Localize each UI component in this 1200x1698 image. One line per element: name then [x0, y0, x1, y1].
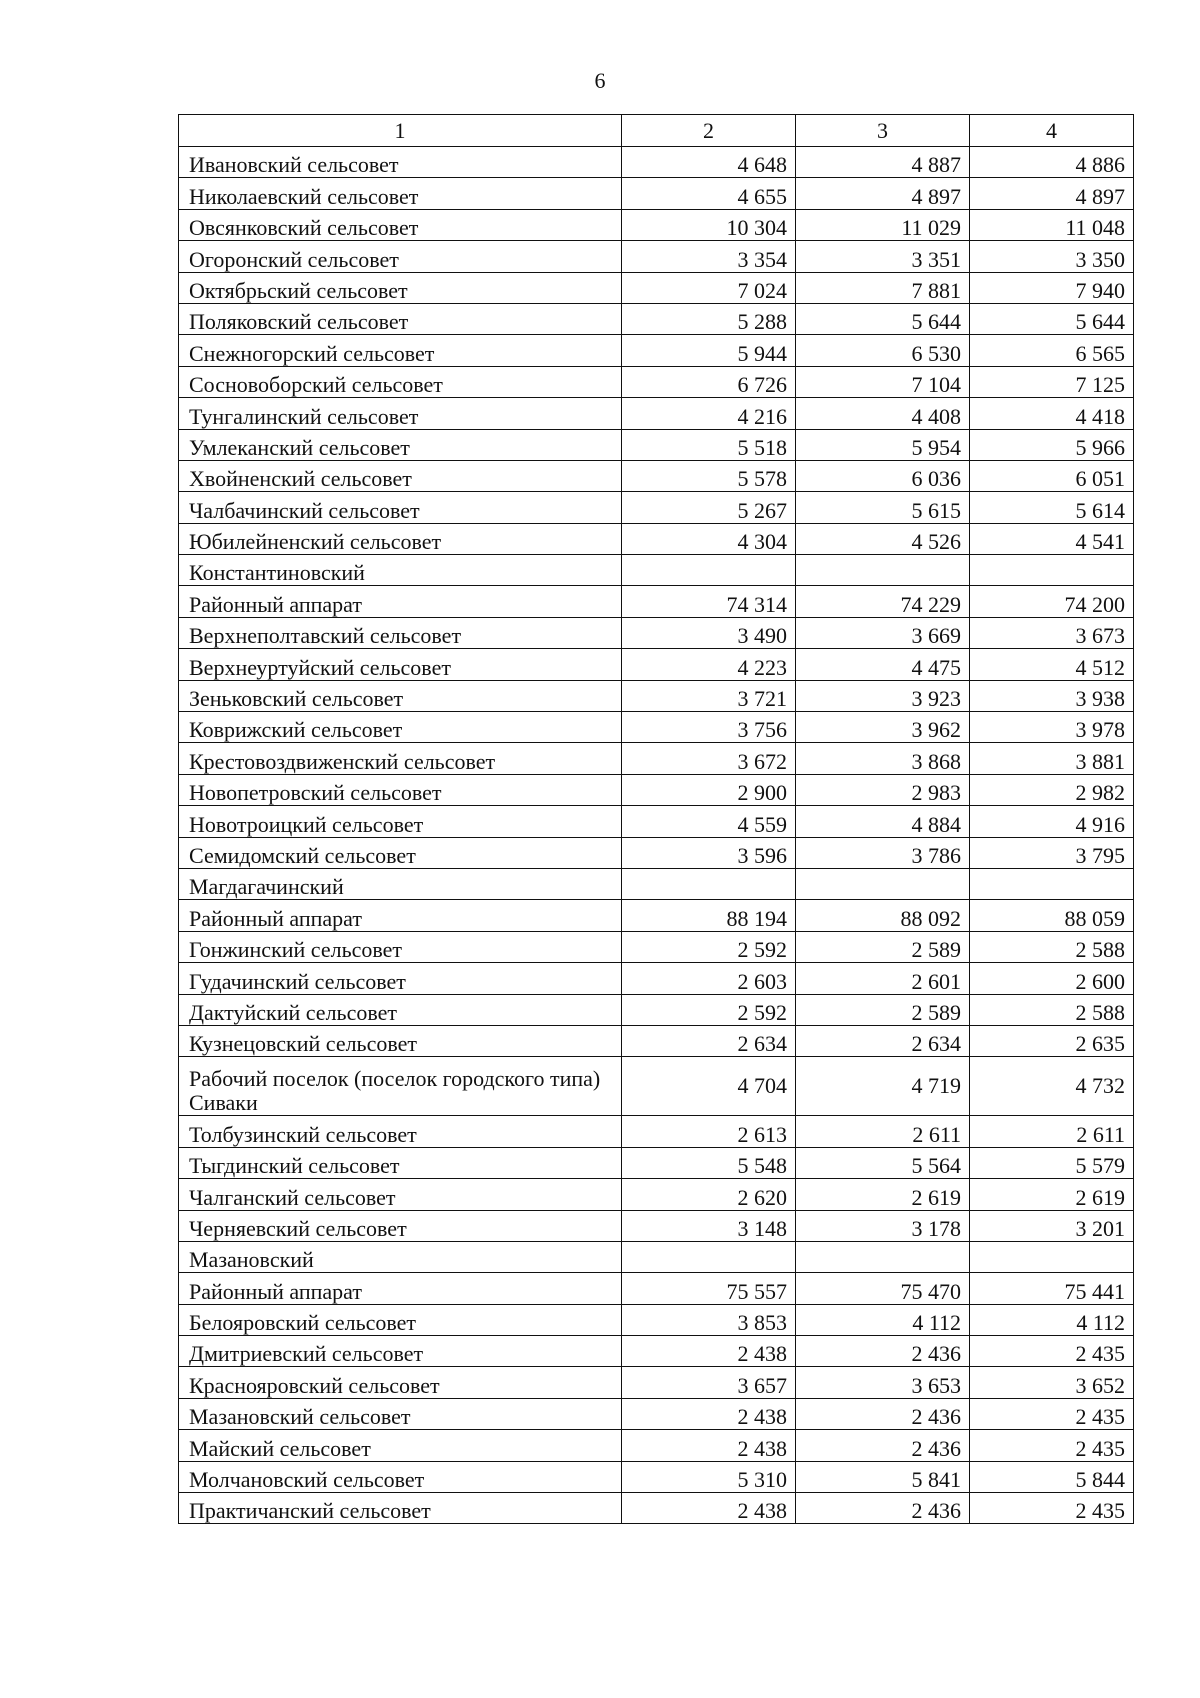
row-name-cell: Дактуйский сельсовет: [179, 994, 622, 1025]
row-value-col4-cell: 2 435: [970, 1493, 1134, 1524]
row-value-col2-cell: 2 613: [622, 1116, 796, 1147]
row-value-col3-cell: 3 178: [796, 1210, 970, 1241]
row-value-col3-cell: 3 653: [796, 1367, 970, 1398]
row-value-col2-cell: [622, 1241, 796, 1272]
table-row: [179, 1057, 1134, 1116]
column-header-2: 2: [622, 115, 796, 147]
header-row: [179, 115, 1134, 147]
row-name-cell: Верхнеуртуйский сельсовет: [179, 649, 622, 680]
table-row: [179, 1304, 1134, 1335]
row-value-col2-cell: 2 900: [622, 774, 796, 805]
table-row: [179, 743, 1134, 774]
row-name-cell: Кузнецовский сельсовет: [179, 1025, 622, 1056]
row-value-col3-cell: 2 436: [796, 1336, 970, 1367]
row-value-col2-cell: 5 267: [622, 492, 796, 523]
row-value-col3-cell: 3 868: [796, 743, 970, 774]
row-value-col4-cell: 5 644: [970, 303, 1134, 334]
row-value-col4-cell: 11 048: [970, 209, 1134, 240]
row-value-col3-cell: 5 644: [796, 303, 970, 334]
row-value-col3-cell: 2 619: [796, 1179, 970, 1210]
row-value-col4-cell: [970, 868, 1134, 899]
row-name-cell: Районный аппарат: [179, 586, 622, 617]
table-row: [179, 366, 1134, 397]
table-row: [179, 649, 1134, 680]
row-value-col3-cell: 2 436: [796, 1398, 970, 1429]
row-name-cell: Новопетровский сельсовет: [179, 774, 622, 805]
row-name-cell: Молчановский сельсовет: [179, 1461, 622, 1492]
row-name-cell: Новотроицкий сельсовет: [179, 806, 622, 837]
row-name-cell: Чалганский сельсовет: [179, 1179, 622, 1210]
row-name-cell: Черняевский сельсовет: [179, 1210, 622, 1241]
row-value-col2-cell: 3 756: [622, 712, 796, 743]
row-value-col3-cell: 2 611: [796, 1116, 970, 1147]
row-value-col4-cell: [970, 555, 1134, 586]
table-row: [179, 147, 1134, 178]
row-value-col4-cell: 4 112: [970, 1304, 1134, 1335]
row-value-col2-cell: 4 216: [622, 398, 796, 429]
row-value-col2-cell: 4 648: [622, 147, 796, 178]
row-name-cell: Майский сельсовет: [179, 1430, 622, 1461]
table-row: [179, 1025, 1134, 1056]
row-value-col3-cell: 2 589: [796, 994, 970, 1025]
table-row: [179, 272, 1134, 303]
row-name-cell: Снежногорский сельсовет: [179, 335, 622, 366]
table-row: [179, 1398, 1134, 1429]
row-value-col2-cell: 3 148: [622, 1210, 796, 1241]
row-value-col2-cell: 2 438: [622, 1336, 796, 1367]
row-name-cell: Рабочий поселок (поселок городского типа) Сиваки: [179, 1057, 622, 1116]
row-value-col2-cell: 4 223: [622, 649, 796, 680]
row-value-col3-cell: 88 092: [796, 900, 970, 931]
row-value-col2-cell: 10 304: [622, 209, 796, 240]
row-value-col2-cell: 2 438: [622, 1398, 796, 1429]
row-value-col4-cell: 5 579: [970, 1147, 1134, 1178]
row-name-cell: Верхнеполтавский сельсовет: [179, 617, 622, 648]
table-row: [179, 1179, 1134, 1210]
row-value-col2-cell: 3 853: [622, 1304, 796, 1335]
row-value-col3-cell: 6 036: [796, 460, 970, 491]
row-value-col4-cell: 2 600: [970, 963, 1134, 994]
row-value-col4-cell: 3 673: [970, 617, 1134, 648]
row-name-cell: Октябрьский сельсовет: [179, 272, 622, 303]
row-value-col3-cell: 3 962: [796, 712, 970, 743]
table-row: [179, 429, 1134, 460]
row-value-col4-cell: 2 619: [970, 1179, 1134, 1210]
row-value-col4-cell: 2 982: [970, 774, 1134, 805]
row-value-col3-cell: 4 884: [796, 806, 970, 837]
row-value-col2-cell: 74 314: [622, 586, 796, 617]
row-value-col3-cell: 2 589: [796, 931, 970, 962]
table-row: [179, 1147, 1134, 1178]
table-row: [179, 1367, 1134, 1398]
row-value-col2-cell: 75 557: [622, 1273, 796, 1304]
row-value-col4-cell: 6 565: [970, 335, 1134, 366]
row-value-col4-cell: 6 051: [970, 460, 1134, 491]
row-value-col2-cell: [622, 868, 796, 899]
row-value-col2-cell: 4 655: [622, 178, 796, 209]
row-value-col4-cell: 3 350: [970, 241, 1134, 272]
table-row: [179, 868, 1134, 899]
row-value-col2-cell: 3 721: [622, 680, 796, 711]
row-value-col3-cell: [796, 868, 970, 899]
row-value-col4-cell: 4 916: [970, 806, 1134, 837]
table-row: [179, 209, 1134, 240]
row-value-col4-cell: 4 512: [970, 649, 1134, 680]
row-name-cell: Ивановский сельсовет: [179, 147, 622, 178]
row-name-cell: Зеньковский сельсовет: [179, 680, 622, 711]
row-value-col3-cell: 3 786: [796, 837, 970, 868]
row-name-cell: Тунгалинский сельсовет: [179, 398, 622, 429]
table-body: [179, 147, 1134, 1524]
row-value-col4-cell: 2 588: [970, 994, 1134, 1025]
row-value-col2-cell: 7 024: [622, 272, 796, 303]
row-value-col2-cell: 2 620: [622, 1179, 796, 1210]
row-name-cell: Огоронский сельсовет: [179, 241, 622, 272]
table-row: [179, 931, 1134, 962]
row-value-col3-cell: 4 887: [796, 147, 970, 178]
row-name-cell: Николаевский сельсовет: [179, 178, 622, 209]
row-value-col2-cell: 5 578: [622, 460, 796, 491]
row-value-col3-cell: 5 564: [796, 1147, 970, 1178]
row-value-col3-cell: 7 104: [796, 366, 970, 397]
row-name-cell: Тыгдинский сельсовет: [179, 1147, 622, 1178]
row-value-col4-cell: 4 418: [970, 398, 1134, 429]
row-name-cell: Овсянковский сельсовет: [179, 209, 622, 240]
row-value-col4-cell: 3 978: [970, 712, 1134, 743]
page-number: 6: [594, 68, 606, 93]
row-value-col2-cell: 3 672: [622, 743, 796, 774]
row-value-col3-cell: 4 112: [796, 1304, 970, 1335]
column-header-3: 3: [796, 115, 970, 147]
row-value-col2-cell: 2 592: [622, 931, 796, 962]
table-row: [179, 774, 1134, 805]
row-name-cell: Районный аппарат: [179, 1273, 622, 1304]
row-name-cell: Поляковский сельсовет: [179, 303, 622, 334]
row-value-col4-cell: 4 886: [970, 147, 1134, 178]
data-table: [178, 114, 1134, 1524]
row-name-cell: Краснояровский сельсовет: [179, 1367, 622, 1398]
column-header-4: 4: [970, 115, 1134, 147]
row-value-col4-cell: 5 966: [970, 429, 1134, 460]
table-row: [179, 303, 1134, 334]
row-value-col2-cell: 3 657: [622, 1367, 796, 1398]
row-value-col2-cell: 3 354: [622, 241, 796, 272]
table-row: [179, 1493, 1134, 1524]
row-name-cell: Умлеканский сельсовет: [179, 429, 622, 460]
row-name-cell: Гудачинский сельсовет: [179, 963, 622, 994]
table-row: [179, 1336, 1134, 1367]
table-row: [179, 1116, 1134, 1147]
row-value-col3-cell: 3 669: [796, 617, 970, 648]
row-value-col3-cell: 5 954: [796, 429, 970, 460]
row-value-col4-cell: 2 635: [970, 1025, 1134, 1056]
row-value-col4-cell: 2 588: [970, 931, 1134, 962]
table-row: [179, 900, 1134, 931]
row-value-col4-cell: 5 844: [970, 1461, 1134, 1492]
row-value-col4-cell: 3 201: [970, 1210, 1134, 1241]
row-value-col3-cell: 2 983: [796, 774, 970, 805]
row-value-col3-cell: 11 029: [796, 209, 970, 240]
table-row: [179, 335, 1134, 366]
row-value-col2-cell: 6 726: [622, 366, 796, 397]
row-value-col3-cell: 2 436: [796, 1430, 970, 1461]
row-value-col3-cell: [796, 1241, 970, 1272]
row-name-cell: Крестовоздвиженский сельсовет: [179, 743, 622, 774]
row-value-col4-cell: 7 940: [970, 272, 1134, 303]
row-value-col4-cell: 5 614: [970, 492, 1134, 523]
row-value-col2-cell: 5 288: [622, 303, 796, 334]
row-value-col4-cell: 2 611: [970, 1116, 1134, 1147]
table-row: [179, 617, 1134, 648]
row-value-col3-cell: 5 841: [796, 1461, 970, 1492]
table-header: [179, 115, 1134, 147]
row-value-col3-cell: 3 351: [796, 241, 970, 272]
row-value-col4-cell: 2 435: [970, 1336, 1134, 1367]
table-row: [179, 241, 1134, 272]
row-value-col2-cell: 2 438: [622, 1493, 796, 1524]
row-value-col4-cell: 3 795: [970, 837, 1134, 868]
row-value-col4-cell: 7 125: [970, 366, 1134, 397]
row-value-col3-cell: 7 881: [796, 272, 970, 303]
row-value-col3-cell: 2 601: [796, 963, 970, 994]
row-value-col2-cell: 3 596: [622, 837, 796, 868]
row-name-cell: Семидомский сельсовет: [179, 837, 622, 868]
row-name-cell: Мазановский сельсовет: [179, 1398, 622, 1429]
row-value-col3-cell: 4 526: [796, 523, 970, 554]
table-row: [179, 712, 1134, 743]
row-name-cell: Белояровский сельсовет: [179, 1304, 622, 1335]
row-value-col4-cell: 75 441: [970, 1273, 1134, 1304]
row-value-col4-cell: 3 938: [970, 680, 1134, 711]
row-value-col2-cell: 4 304: [622, 523, 796, 554]
table-row: [179, 1461, 1134, 1492]
row-value-col4-cell: 88 059: [970, 900, 1134, 931]
row-value-col3-cell: 4 719: [796, 1057, 970, 1116]
row-value-col3-cell: 4 408: [796, 398, 970, 429]
row-value-col2-cell: 5 548: [622, 1147, 796, 1178]
row-name-cell: Хвойненский сельсовет: [179, 460, 622, 491]
row-value-col2-cell: 2 603: [622, 963, 796, 994]
row-value-col2-cell: 4 704: [622, 1057, 796, 1116]
row-value-col2-cell: 5 310: [622, 1461, 796, 1492]
row-value-col2-cell: 4 559: [622, 806, 796, 837]
table-row: [179, 1241, 1134, 1272]
table-row: [179, 178, 1134, 209]
row-value-col3-cell: 2 634: [796, 1025, 970, 1056]
row-value-col3-cell: 3 923: [796, 680, 970, 711]
row-name-cell: Районный аппарат: [179, 900, 622, 931]
row-name-cell: Практичанский сельсовет: [179, 1493, 622, 1524]
row-value-col3-cell: 74 229: [796, 586, 970, 617]
row-value-col2-cell: 2 634: [622, 1025, 796, 1056]
row-value-col2-cell: 5 944: [622, 335, 796, 366]
table-row: [179, 837, 1134, 868]
table-row: [179, 994, 1134, 1025]
row-value-col3-cell: 4 897: [796, 178, 970, 209]
row-value-col3-cell: 4 475: [796, 649, 970, 680]
table-row: [179, 963, 1134, 994]
row-name-cell: Константиновский: [179, 555, 622, 586]
row-value-col3-cell: 5 615: [796, 492, 970, 523]
table-row: [179, 1210, 1134, 1241]
row-name-cell: Магдагачинский: [179, 868, 622, 899]
row-name-cell: Мазановский: [179, 1241, 622, 1272]
row-value-col2-cell: 5 518: [622, 429, 796, 460]
row-name-cell: Коврижский сельсовет: [179, 712, 622, 743]
table-row: [179, 555, 1134, 586]
row-value-col4-cell: 74 200: [970, 586, 1134, 617]
column-header-1: 1: [179, 115, 622, 147]
row-value-col4-cell: 2 435: [970, 1398, 1134, 1429]
table-row: [179, 1430, 1134, 1461]
table-row: [179, 1273, 1134, 1304]
row-value-col3-cell: 2 436: [796, 1493, 970, 1524]
row-value-col2-cell: 88 194: [622, 900, 796, 931]
row-value-col4-cell: 4 541: [970, 523, 1134, 554]
table-row: [179, 806, 1134, 837]
table-row: [179, 460, 1134, 491]
row-name-cell: Юбилейненский сельсовет: [179, 523, 622, 554]
table-row: [179, 492, 1134, 523]
row-value-col4-cell: 2 435: [970, 1430, 1134, 1461]
table-row: [179, 586, 1134, 617]
row-value-col4-cell: 3 652: [970, 1367, 1134, 1398]
row-value-col2-cell: 2 592: [622, 994, 796, 1025]
table-row: [179, 523, 1134, 554]
row-name-cell: Чалбачинский сельсовет: [179, 492, 622, 523]
row-value-col3-cell: 6 530: [796, 335, 970, 366]
table-row: [179, 680, 1134, 711]
row-value-col4-cell: 3 881: [970, 743, 1134, 774]
row-value-col4-cell: 4 897: [970, 178, 1134, 209]
row-value-col3-cell: 75 470: [796, 1273, 970, 1304]
row-name-cell: Дмитриевский сельсовет: [179, 1336, 622, 1367]
row-value-col3-cell: [796, 555, 970, 586]
row-value-col2-cell: 3 490: [622, 617, 796, 648]
row-name-cell: Сосновоборский сельсовет: [179, 366, 622, 397]
row-name-cell: Гонжинский сельсовет: [179, 931, 622, 962]
row-value-col4-cell: [970, 1241, 1134, 1272]
row-value-col4-cell: 4 732: [970, 1057, 1134, 1116]
row-value-col2-cell: 2 438: [622, 1430, 796, 1461]
row-name-cell: Толбузинский сельсовет: [179, 1116, 622, 1147]
row-value-col2-cell: [622, 555, 796, 586]
table-row: [179, 398, 1134, 429]
